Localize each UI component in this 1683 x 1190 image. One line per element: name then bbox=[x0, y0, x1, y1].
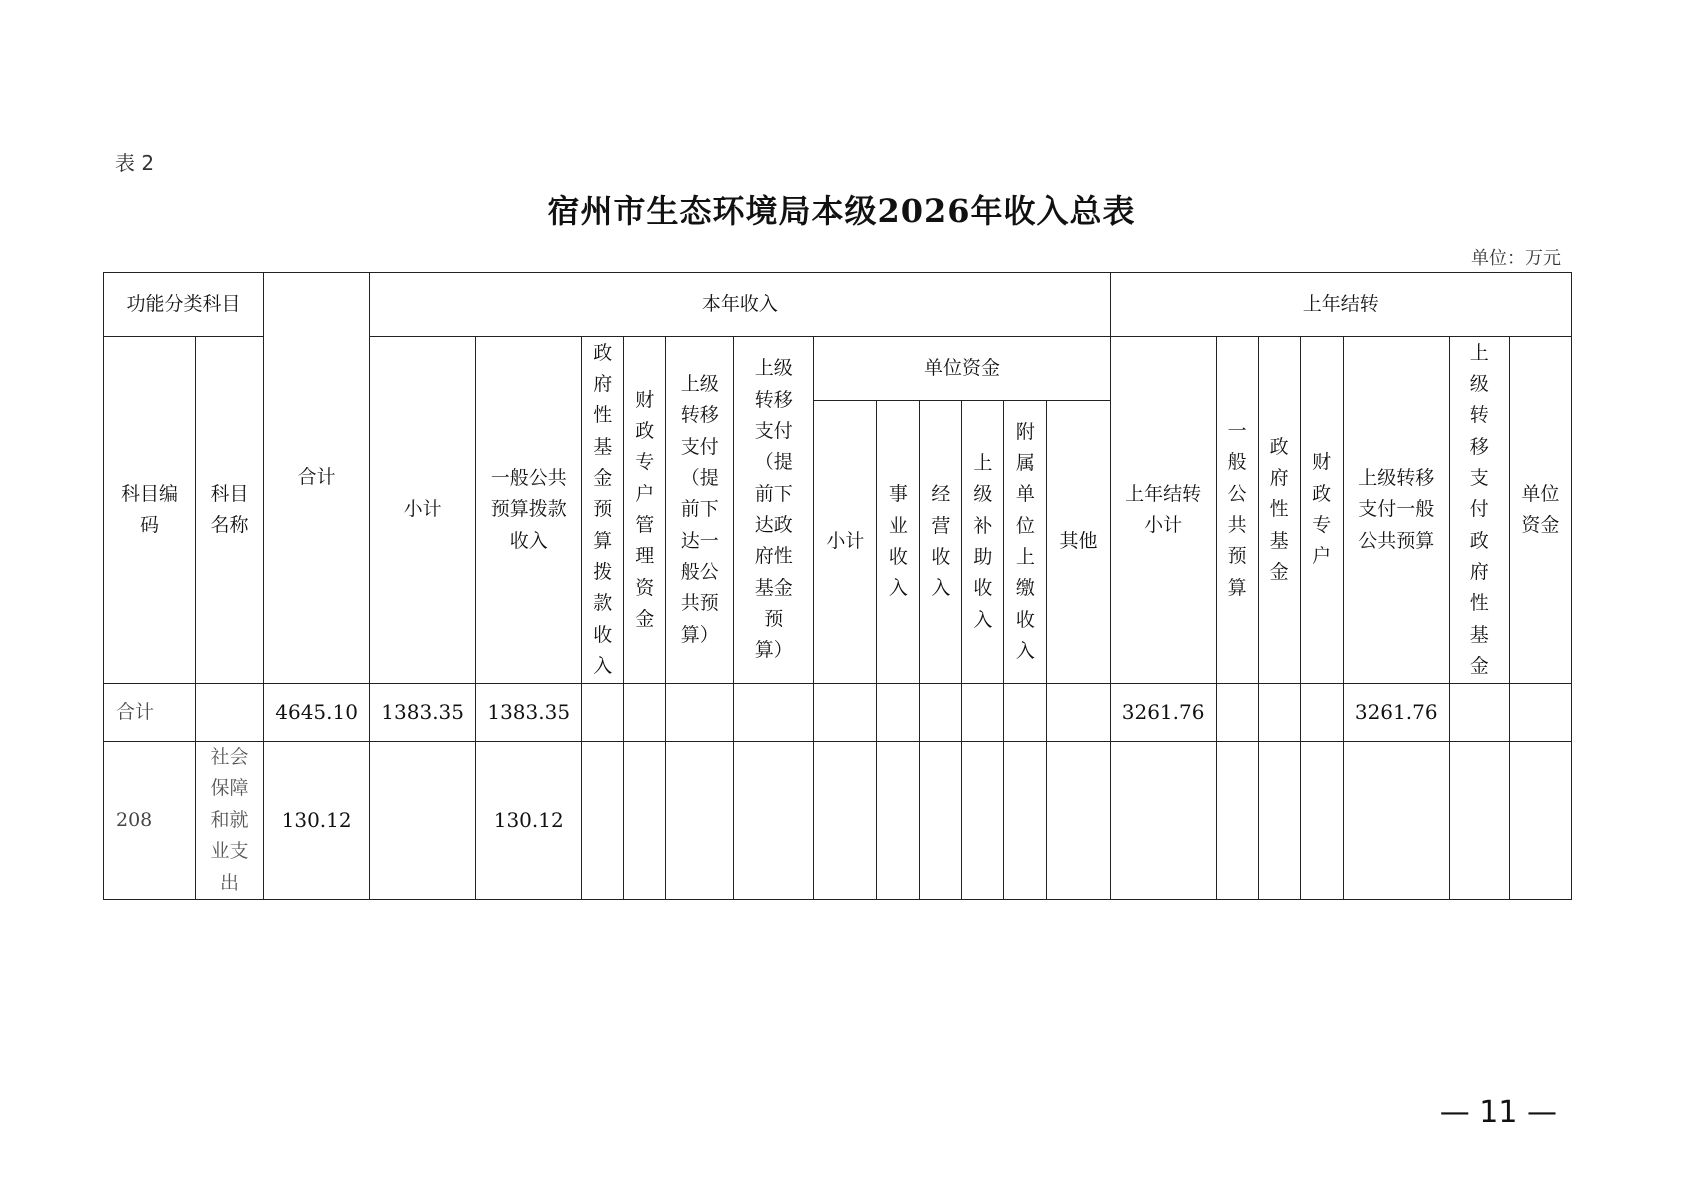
header-carry-gov-fund: 政府性基金 bbox=[1258, 337, 1300, 684]
cell-code: 合计 bbox=[104, 684, 196, 742]
header-carry-transfer-fund: 上级转移支付政府性基金 bbox=[1449, 337, 1509, 684]
header-transfer-fund-advance: 上级转移支付（提前下达政府性基金预算） bbox=[734, 337, 814, 684]
cell-carry-subtotal bbox=[1110, 742, 1216, 900]
header-current-income: 本年收入 bbox=[370, 273, 1110, 337]
cell-total: 4645.10 bbox=[264, 684, 370, 742]
cell-name: 社会保障和就业支出 bbox=[196, 742, 264, 900]
cell-carry-subtotal: 3261.76 bbox=[1110, 684, 1216, 742]
header-gov-fund: 政府性基金预算拨款收入 bbox=[582, 337, 624, 684]
header-other: 其他 bbox=[1047, 401, 1110, 684]
cell-subtotal bbox=[370, 742, 476, 900]
header-subtotal: 小计 bbox=[370, 337, 476, 684]
header-fiscal-special: 财政专户管理资金 bbox=[624, 337, 666, 684]
header-subject-name: 科目名称 bbox=[196, 337, 264, 684]
table-label: 表 2 bbox=[115, 151, 155, 175]
table-row bbox=[104, 742, 1572, 900]
header-unit-funds: 单位资金 bbox=[814, 337, 1110, 401]
header-carry-transfer-general: 上级转移支付一般公共预算 bbox=[1343, 337, 1449, 684]
cell-general: 1383.35 bbox=[476, 684, 582, 742]
cell-carry-transfer-general bbox=[1343, 742, 1449, 900]
cell-general: 130.12 bbox=[476, 742, 582, 900]
header-total: 合计 bbox=[264, 273, 370, 684]
page-title: 宿州市生态环境局本级2026年收入总表 bbox=[547, 192, 1136, 230]
header-unit-subtotal: 小计 bbox=[814, 401, 877, 684]
header-affiliated-payment: 附属单位上缴收入 bbox=[1004, 401, 1047, 684]
header-business-income: 事业收入 bbox=[877, 401, 920, 684]
header-carry-fiscal-special: 财政专户 bbox=[1300, 337, 1343, 684]
header-carry-general: 一般公共预算 bbox=[1216, 337, 1258, 684]
table-row bbox=[104, 684, 1572, 742]
header-transfer-general-advance: 上级转移支付（提前下达一般公共预算） bbox=[666, 337, 734, 684]
cell-total: 130.12 bbox=[264, 742, 370, 900]
cell-name bbox=[196, 684, 264, 742]
header-func-class: 功能分类科目 bbox=[104, 273, 264, 337]
header-carry-unit-funds: 单位资金 bbox=[1509, 337, 1571, 684]
page-number: — 11 — bbox=[1439, 1095, 1557, 1130]
income-summary-table bbox=[103, 272, 1572, 900]
header-prior-carryover: 上年结转 bbox=[1110, 273, 1571, 337]
header-operating-income: 经营收入 bbox=[920, 401, 962, 684]
cell-code: 208 bbox=[104, 742, 196, 900]
cell-subtotal: 1383.35 bbox=[370, 684, 476, 742]
header-subject-code: 科目编码 bbox=[104, 337, 196, 684]
header-superior-subsidy: 上级补助收入 bbox=[962, 401, 1004, 684]
cell-carry-transfer-general: 3261.76 bbox=[1343, 684, 1449, 742]
header-carry-subtotal: 上年结转小计 bbox=[1110, 337, 1216, 684]
header-general-budget: 一般公共预算拨款收入 bbox=[476, 337, 582, 684]
unit-label: 单位：万元 bbox=[1471, 248, 1561, 269]
